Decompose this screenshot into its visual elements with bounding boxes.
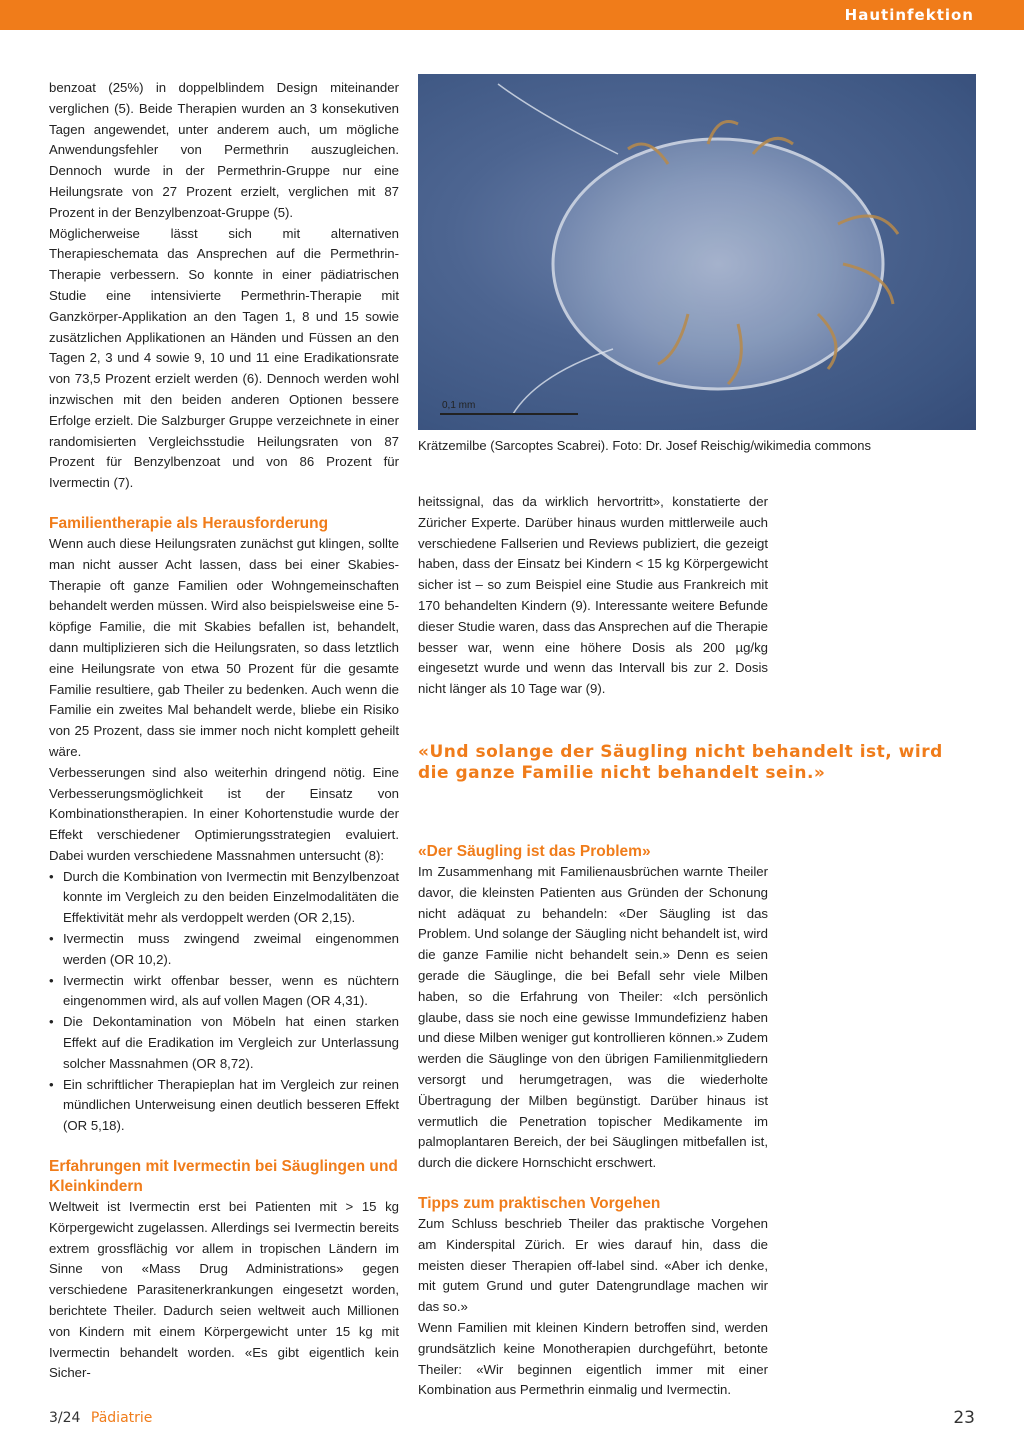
section-heading: «Der Säugling ist das Problem» — [418, 843, 651, 860]
section-header-bar — [0, 0, 1024, 30]
figure-caption: Krätzemilbe (Sarcoptes Scabrei). Foto: Dr. Josef Reischig/wikimedia commons — [418, 438, 871, 453]
list-item: • Die Dekontamination von Möbeln hat einen starken Effekt auf die Eradikation im Vergleich zur Unterlassung solcher Massnahmen (OR 8,72). — [63, 1012, 399, 1074]
paragraph: benzoat (25%) in doppelblindem Design miteinander verglichen (5). Beide Therapien wurden an 3 konsekutiven Tagen angewendet, unter anderem auch, um mögliche Anwendungsfehler von Permethrin auszugleichen. Dennoch wurde in der Permethrin-Gruppe nur eine Heilungsrate von 27 Prozent erzielt, verglichen mit 87 Prozent in der Benzylbenzoat-Gruppe (5). — [49, 80, 399, 220]
scale-label: 0,1 mm — [442, 400, 476, 411]
paragraph: heitssignal, das da wirklich hervortritt», konstatierte der Züricher Experte. Darüber hinaus wurden mittlerweile auch verschiedene Fallserien und Reviews publiziert, die gezeigt haben, dass der Einsatz bei Kindern < 15 kg Körpergewicht sicher ist – so zum Beispiel eine Studie aus Frankreich mit 170 behandelten Kindern (9). Interessante weitere Befunde dieser Studie waren, dass das Ansprechen auf die Therapie besser war, wenn eine höhere Dosis als 200 µg/kg eingesetzt wurde und wenn das Intervall bis zur 2. Dosis nicht länger als 10 Tage war (9). — [418, 494, 768, 697]
footer-issue — [49, 1410, 152, 1426]
pull-quote: «Und solange der Säugling nicht behandelt ist, wird die ganze Familie nicht behandelt sein.» — [418, 742, 943, 783]
mite-photo — [418, 74, 976, 430]
section-heading: Tipps zum praktischen Vorgehen — [418, 1194, 661, 1212]
journal-name: Pädiatrie — [90, 1410, 153, 1426]
page-number: 23 — [953, 1408, 975, 1428]
paragraph: Im Zusammenhang mit Familienausbrüchen warnte Theiler davor, die kleinsten Patienten aus Gründen der Schonung nicht adäquat zu behandeln: «Der Säugling ist das Problem. Und solange der Säugling nicht behandelt ist, wird die ganze Familie nicht behandelt sein.» Denn es seien gerade die Säuglinge, die bei Befall sehr viele Milben haben, so die Erfahrung von Theiler: «Ich persönlich glaube, dass sie noch eine gewisse Immundefizienz haben und diese Milben weniger gut kontrollieren können.» Zudem werden die Säuglinge von den übrigen Familienmitgliedern versorgt und herumgetragen, was die wiederholte Übertragung der Milben begünstigt. Darüber hinaus ist vermutlich die Penetration topischer Medikamente im palmoplantaren Bereich, der bei Säuglingen mitbefallen ist, durch die dickere Hornschicht erschwert. — [418, 864, 768, 1171]
list-item: • Ivermectin wirkt offenbar besser, wenn es nüchtern eingenommen wird, als auf vollen Magen (OR 4,31). — [63, 971, 399, 1013]
left-column — [49, 78, 399, 1384]
paragraph: Wenn Familien mit kleinen Kindern betroffen sind, werden grundsätzlich keine Monotherapien durchgeführt, betonte Theiler: «Wir beginnen eigentlich immer mit einer Kombination aus Permethrin einmalig und Ivermectin. — [418, 1319, 768, 1398]
paragraph: Wenn auch diese Heilungsraten zunächst gut klingen, sollte man nicht ausser Acht lassen, dass bei einer Skabies-Therapie oft ganze Familien oder Wohngemeinschaften behandelt werden müssen. Wird also beispielsweise eine 5-köpfige Familie, die mit Skabies befallen ist, behandelt, dann multiplizieren sich die Heilungsraten, so dass letztlich eine Heilungsrate von etwa 50 Prozent für die gesamte Familie resultiere, gab Theiler zu bedenken. Auch wenn die Familie ein zweites Mal behandelt werde, bliebe ein Risiko von 25 Prozent, dass sie immer noch nicht komplett geheilt wäre. — [49, 535, 399, 759]
paragraph: Zum Schluss beschrieb Theiler das praktische Vorgehen am Kinderspital Zürich. Er wies darauf hin, dass die meisten dieser Therapien off-label sind. «Aber ich denke, mit gutem Grund und guter Datengrundlage machen wir das so.» — [418, 1215, 768, 1315]
list-item: • Ein schriftlicher Therapieplan hat im Vergleich zur reinen mündlichen Unterweisung einen deutlich besseren Effekt (OR 5,18). — [63, 1075, 399, 1137]
paragraph: Möglicherweise lässt sich mit alternativen Therapieschemata das Ansprechen auf die Permethrin-Therapie verbessern. So konnte in einer pädiatrischen Studie eine intensivierte Permethrin-Therapie mit Ganzkörper-Applikation an den Tagen 1, 8 und 15 sowie zusätzlichen Applikationen an Händen und Füssen an den Tagen 2, 3 und 4 sowie 9, 10 und 11 eine Eradikationsrate von 73,5 Prozent erzielt werden (6). Dennoch werden wohl inzwischen mit den beiden anderen Optionen bessere Erfolge erzielt. Die Salzburger Gruppe verzeichnete in einer randomisierten Vergleichsstudie Heilungsraten von 87 Prozent für Benzylbenzoat und von 86 Prozent für Ivermectin (7). — [49, 225, 399, 491]
bullet-list — [49, 867, 399, 1137]
section-title: Hautinfektion — [844, 6, 974, 24]
middle-column-top — [418, 492, 768, 700]
mite-illustration — [418, 74, 976, 430]
middle-column-bottom — [418, 842, 768, 1401]
list-item: • Durch die Kombination von Ivermectin mit Benzylbenzoat konnte im Vergleich zu den beiden Einzelmodalitäten die Effektivität mehr als verdoppelt werden (OR 2,15). — [63, 867, 399, 929]
list-item: • Ivermectin muss zwingend zweimal eingenommen werden (OR 10,2). — [63, 929, 399, 971]
section-heading: Familientherapie als Herausforderung — [49, 514, 329, 532]
paragraph: Weltweit ist Ivermectin erst bei Patienten mit > 15 kg Körpergewicht zugelassen. Allerdings sei Ivermectin bereits extrem grossflächig vor allem in tropischen Ländern im Sinne von «Mass Drug Administrations» gegen verschiedene Parasitenerkrankungen eingesetzt worden, berichtete Theiler. Dadurch seien weltweit auch Millionen von Kindern mit einem Körpergewicht unter 15 kg mit Ivermectin behandelt worden. «Es gibt eigentlich kein Sicher- — [49, 1199, 399, 1381]
issue-number: 3/24 — [49, 1410, 81, 1426]
paragraph: Verbesserungen sind also weiterhin dringend nötig. Eine Verbesserungsmöglichkeit ist der Einsatz von Kombinationstherapien. In einer Kohortenstudie wurde der Effekt verschiedener Optimierungsstrategien evaluiert. Dabei wurden verschiedene Massnahmen untersucht (8): — [49, 764, 399, 863]
section-heading: Erfahrungen mit Ivermectin bei Säuglingen und Kleinkindern — [49, 1158, 398, 1196]
